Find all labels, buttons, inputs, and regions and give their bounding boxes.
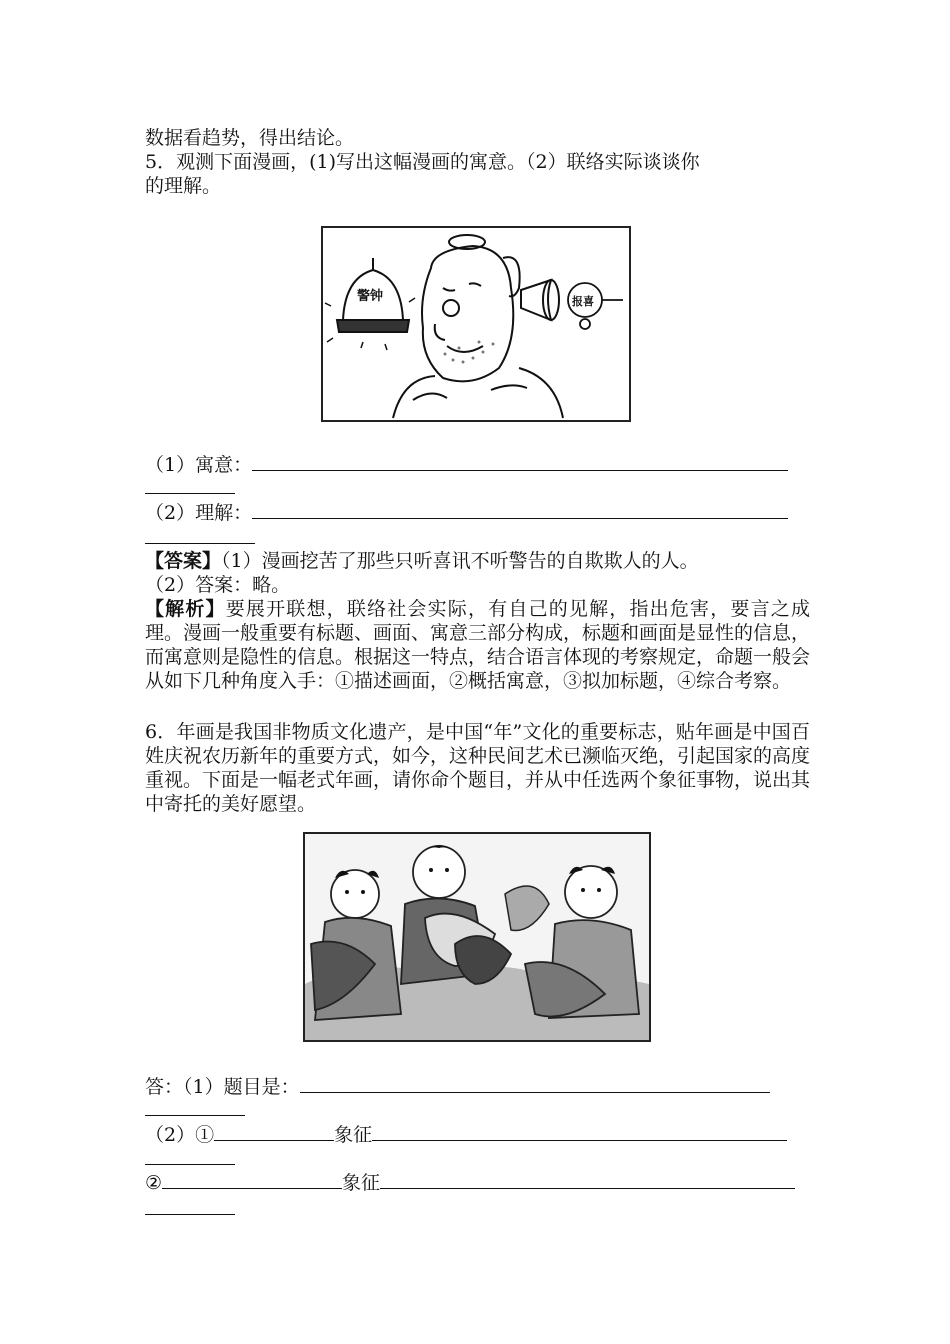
q6-answer-line-1 — [145, 1074, 810, 1099]
understanding-label: （2）理解： — [145, 502, 253, 524]
flower-label: 报喜 — [572, 295, 594, 308]
meaning-blank-tail — [145, 493, 235, 494]
answer-text-2: （2）答案：略。 — [145, 574, 291, 596]
analysis-text: 要展开联想，联络社会实际，有自己的见解，指出危害，要言之成理。漫画一般重要有标题、画面、寓意三部分构成，标题和画面是显性的信息，而寓意则是隐性的信息。根据这一特点，结合语言体现的考察规定，命题一般会从如下几种角度入手：①描述画面，②概括寓意，③拟加标题，④综合考察。 — [145, 598, 811, 692]
symbol1-object-blank[interactable] — [214, 1122, 334, 1141]
meaning-blank[interactable] — [252, 452, 788, 471]
answer-tag: 【答案】 — [145, 550, 222, 572]
symbol1-word: 象征 — [334, 1124, 373, 1146]
symbol1-blank-tail — [145, 1164, 235, 1165]
symbol2-meaning-blank[interactable] — [380, 1170, 795, 1189]
q5-prompt-line2: 的理解。 — [145, 175, 222, 197]
q5-answer-line-2 — [145, 500, 810, 525]
symbol2-prefix: ② — [145, 1172, 163, 1194]
title-label: 答：（1）题目是： — [145, 1076, 300, 1098]
bell-label: 警钟 — [357, 289, 384, 304]
painting-drawing — [305, 834, 649, 1040]
analysis-tag: 【解析】 — [145, 598, 226, 620]
new-year-painting-image — [303, 832, 651, 1042]
cartoon-drawing — [323, 228, 629, 420]
cartoon-image — [321, 226, 631, 422]
title-blank[interactable] — [300, 1074, 770, 1093]
answer-line-1 — [145, 549, 810, 573]
symbol2-blank-tail — [145, 1214, 235, 1215]
q5-prompt-line1: 5．观测下面漫画，(1)写出这幅漫画的寓意。（2）联络实际谈谈你 — [145, 151, 700, 173]
q6-answer-line-3 — [145, 1170, 810, 1195]
symbol2-word: 象征 — [342, 1172, 381, 1194]
analysis-paragraph — [145, 597, 810, 693]
q6-prompt: 6．年画是我国非物质文化遗产，是中国“年”文化的重要标志，贴年画是中国百姓庆祝农历新年的重要方式，如今，这种民间艺术已濒临灭绝，引起国家的高度重视。下面是一幅老式年画，请你命个题目，并从中任选两个象征事物，说出其中寄托的美好愿望。 — [145, 721, 811, 815]
meaning-label: （1）寓意： — [145, 454, 253, 476]
symbol1-meaning-blank[interactable] — [372, 1122, 787, 1141]
q6-answer-line-2 — [145, 1122, 810, 1147]
understanding-blank[interactable] — [252, 500, 788, 519]
q4-tail-text: 数据看趋势，得出结论。 — [145, 127, 355, 149]
title-blank-tail — [145, 1115, 245, 1116]
understanding-blank-tail — [145, 543, 255, 544]
answer-text-1: （1）漫画挖苦了那些只听喜讯不听警告的自欺欺人的人。 — [221, 550, 699, 572]
symbol1-prefix: （2）① — [145, 1124, 215, 1146]
symbol2-object-blank[interactable] — [162, 1170, 342, 1189]
q5-answer-line-1 — [145, 452, 810, 477]
